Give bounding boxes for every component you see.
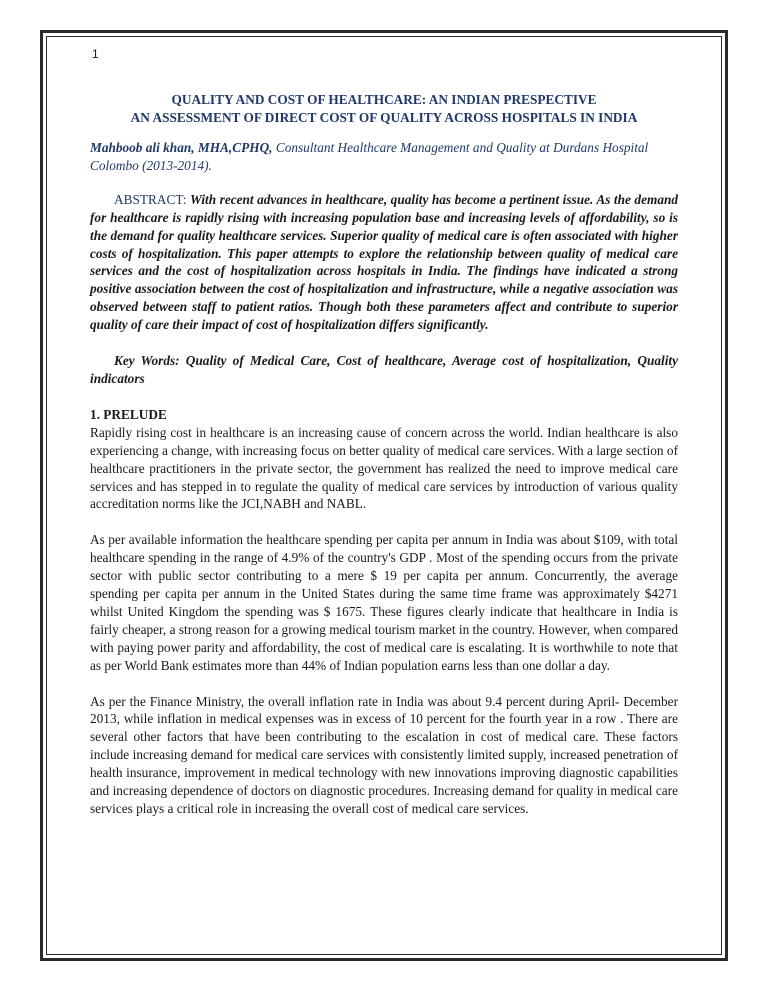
abstract-label: ABSTRACT: — [114, 191, 191, 207]
title-line-1: QUALITY AND COST OF HEALTHCARE: AN INDIAN PRESPECTIVE — [171, 92, 597, 107]
paragraph: As per the Finance Ministry, the overall inflation rate in India was about 9.4 percent during April- December 2013, while inflation in medical expenses was in excess of 10 percent for the fourth year in a row . There are several other factors that have been contributing to the escalation in cost of medical care. These factors include increasing demand for medical care services with consistently limited supply, increased penetration of health insurance, improvement in medical technology with new innovations improving diagnostic capabilities and increasing dependence of doctors on diagnostic procedures. Increasing demand for quality in medical care services plays a critical role in increasing the overall cost of medical care services. — [90, 693, 678, 816]
author-name: Mahboob ali khan, MHA,CPHQ, — [90, 140, 273, 155]
abstract-text: With recent advances in healthcare, quality has become a pertinent issue. As the demand for healthcare is rapidly rising with increasing population base and increasing levels of affordability, so is the demand for quality healthcare services. Superior quality of medical care is often associated with higher costs of hospitalization. This paper attempts to explore the relationship between quality of medical care services and the cost of hospitalization across hospitals in India. The findings have indicated a strong positive association between the cost of hospitalization and infrastructure, while a negative association was observed between staff to patient ratios. Though both these parameters affect and contribute to superior quality of care their impact of cost of hospitalization differs significantly. — [90, 191, 679, 333]
abstract — [90, 191, 678, 334]
section-heading-prelude: 1. PRELUDE — [90, 406, 167, 422]
paragraph: Rapidly rising cost in healthcare is an increasing cause of concern across the world. Indian healthcare is also experiencing a change, with increasing focus on better quality of medical care services. With a large section of healthcare practitioners in the private sector, the government has realized the need to improve medical care services and has stepped in to regulate the quality of medical care services by introduction of various quality accreditation norms like the JCI,NABH and NABL. — [90, 424, 678, 512]
author-affiliation: Consultant Healthcare Management and Quality at Durdans Hospital Colombo (2013-2014). — [90, 140, 649, 173]
page-number: 1 — [92, 47, 99, 61]
author-line — [90, 139, 678, 175]
keywords: Key Words: Quality of Medical Care, Cost of healthcare, Average cost of hospitalization, Quality indicators — [90, 353, 678, 386]
document-content — [90, 91, 678, 818]
paragraph: As per available information the healthcare spending per capita per annum in India was about $109, with total healthcare spending in the range of 4.9% of the country's GDP . Most of the spending occurs from the private sector with public sector contributing to a mere $ 19 per capita per annum. Concurrently, the average spending per capita per annum in the United States during the same time frame was approximately $4271 whilst United Kingdom the spending was $ 1675. These figures clearly indicate that healthcare in India is fairly cheaper, a strong reason for a growing medical tourism market in the country. However, when compared with paying power parity and affordability, the cost of medical care is escalating. It is worthwhile to note that as per World Bank estimates more than 44% of Indian population earns less than one dollar a day. — [90, 532, 678, 673]
title-line-2: AN ASSESSMENT OF DIRECT COST OF QUALITY ACROSS HOSPITALS IN INDIA — [130, 110, 638, 125]
